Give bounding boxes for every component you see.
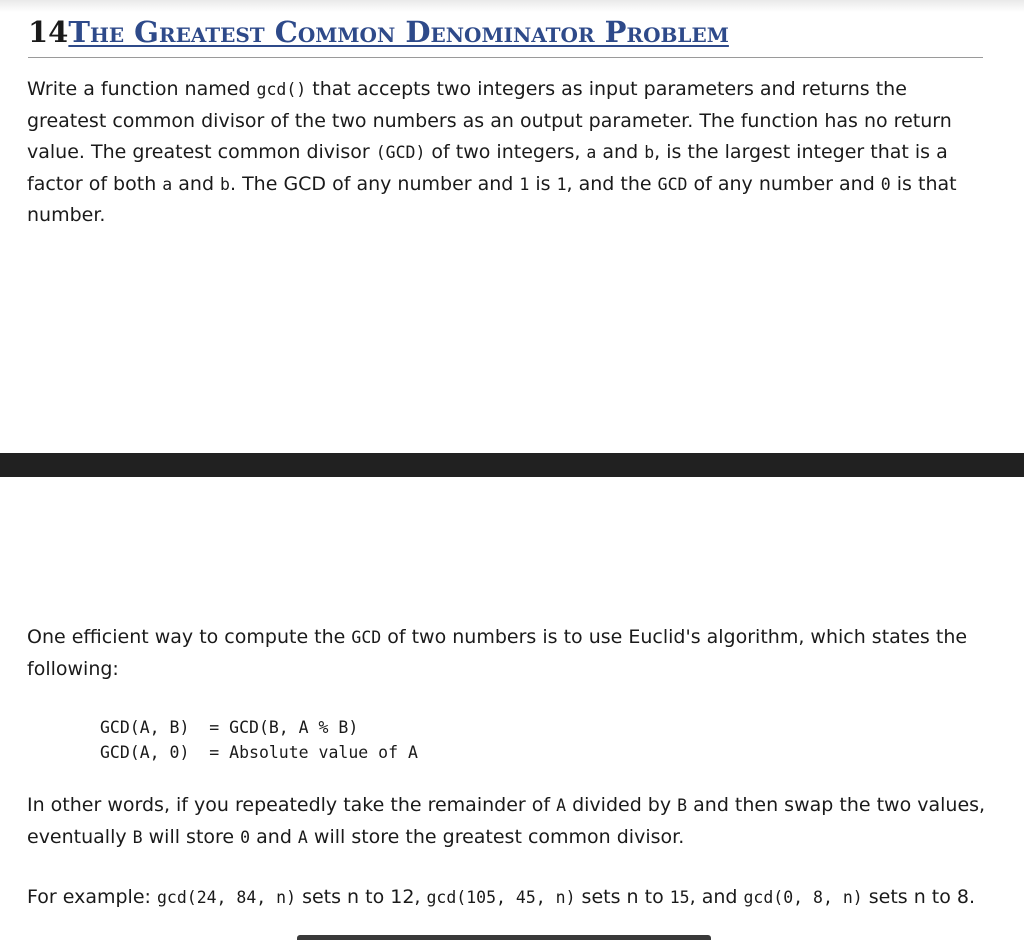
page-divider-band — [0, 453, 1024, 477]
inline-code: 15 — [669, 888, 690, 907]
text: sets n to 12, — [296, 886, 427, 908]
example-paragraph — [27, 882, 987, 914]
text: One efficient way to compute the — [27, 626, 352, 648]
inline-code: A — [297, 827, 308, 847]
text: is that number. — [27, 172, 957, 226]
inline-code: 0 — [880, 174, 891, 194]
section-number: 14 — [28, 15, 69, 49]
inline-code: B — [132, 827, 143, 847]
bottom-toolbar-edge — [297, 935, 711, 940]
inline-code: A — [556, 796, 567, 815]
text: of two numbers is to use Euclid's algorithm, which states the following: — [27, 626, 968, 680]
text: In other words, if you repeatedly take the remainder of — [27, 794, 557, 816]
text: , is the largest integer that is a factor of both — [27, 141, 948, 195]
explanation-paragraph — [27, 790, 987, 853]
inline-code: B — [677, 796, 688, 815]
text: sets n to — [575, 886, 670, 908]
section-heading — [28, 12, 983, 52]
text: . The GCD of any number and — [229, 172, 520, 195]
inline-code: 0 — [240, 827, 251, 847]
text: and then swap the two values, eventually — [27, 794, 986, 848]
inline-code: gcd() — [256, 80, 307, 99]
inline-code: 1 — [519, 174, 530, 194]
inline-code: a — [586, 143, 597, 162]
euclid-paragraph — [27, 622, 987, 685]
text: will store — [142, 825, 241, 848]
text: and — [172, 172, 221, 195]
heading-rule — [28, 57, 983, 58]
section-title: The Greatest Common Denominator Problem — [68, 15, 729, 49]
text: Write a function named — [27, 78, 257, 100]
text: For example: — [27, 886, 157, 908]
inline-code: GCD — [351, 628, 382, 647]
inline-code: gcd(105, 45, n) — [426, 888, 576, 907]
inline-code: (GCD) — [375, 143, 426, 162]
inline-code: b — [220, 174, 230, 194]
text: and — [596, 141, 645, 163]
inline-code: a — [162, 174, 173, 194]
text: , and the — [566, 172, 658, 195]
text: of any number and — [687, 172, 881, 195]
text: will store the greatest common divisor. — [307, 825, 685, 848]
formula-line: GCD(A, 0) = Absolute value of A — [100, 743, 418, 762]
euclid-formula-block — [100, 715, 418, 765]
text: and — [250, 825, 298, 848]
text: divided by — [566, 794, 678, 816]
inline-code: 1 — [556, 174, 567, 194]
text: sets n to 8. — [862, 886, 976, 908]
formula-line: GCD(A, B) = GCD(B, A % B) — [100, 718, 359, 737]
text: of two integers, — [425, 141, 587, 163]
inline-code: GCD — [657, 174, 688, 194]
inline-code: b — [644, 143, 655, 162]
text: is — [529, 172, 557, 195]
intro-paragraph — [27, 74, 987, 232]
top-shadow — [0, 0, 1024, 12]
inline-code: gcd(24, 84, n) — [156, 888, 297, 907]
inline-code: gcd(0, 8, n) — [743, 888, 863, 907]
text: , and — [689, 886, 744, 908]
text: that accepts two integers as input parameters and returns the greatest common divisor of the two numbers as an output parameter. The function has no return value. The greatest common divisor — [27, 78, 952, 163]
